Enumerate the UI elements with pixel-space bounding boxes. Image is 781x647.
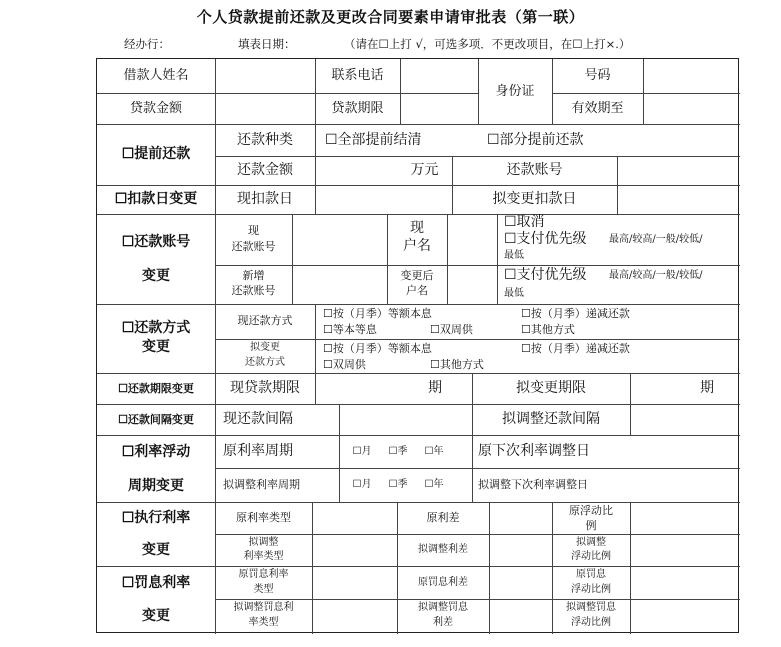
current-name-label-2: 户名 xyxy=(403,237,431,254)
rate-period-section-label: 周期变更 xyxy=(128,477,184,494)
quarter-checkbox[interactable]: ☐季 xyxy=(388,445,408,457)
id-card-label: 身份证 xyxy=(495,83,535,99)
priority-lowest: 最低 xyxy=(504,250,524,261)
float-ratio-label-2: 例 xyxy=(585,518,597,532)
proposed-method-label-2: 还款方式 xyxy=(245,357,285,368)
other-method-checkbox-2[interactable]: ☐其他方式 xyxy=(430,357,484,371)
loan-amount-label: 贷款金额 xyxy=(129,100,182,116)
repay-type-label: 还款种类 xyxy=(237,131,293,148)
repay-amount-label: 还款金额 xyxy=(237,162,293,179)
proposed-penalty-spread-label: 拟调整罚息 xyxy=(418,602,468,613)
form-title: 个人贷款提前还款及更改合同要素申请审批表（第一联） xyxy=(196,8,585,26)
penalty-rate-section-checkbox[interactable]: ☐罚息利率 xyxy=(121,574,191,591)
proposed-float-label: 拟调整 xyxy=(576,537,606,548)
current-method-label: 现还款方式 xyxy=(237,314,293,328)
new-name-label-2: 户名 xyxy=(406,284,428,298)
borrower-name-label: 借款人姓名 xyxy=(123,68,189,84)
biweekly-checkbox-2[interactable]: ☐双周供 xyxy=(323,357,366,371)
decreasing-checkbox[interactable]: ☐按（月季）递减还款 xyxy=(521,306,630,320)
branch-label: 经办行： xyxy=(124,37,170,51)
valid-until-label: 有效期至 xyxy=(571,100,624,116)
proposed-interval-label: 拟调整还款间隔 xyxy=(502,411,600,428)
amount-unit-label: 万元 xyxy=(410,162,439,179)
float-ratio-label: 原浮动比 xyxy=(569,503,613,517)
exec-rate-section-checkbox[interactable]: ☐执行利率 xyxy=(121,509,191,526)
new-name-label: 变更后 xyxy=(400,269,434,283)
biweekly-checkbox[interactable]: ☐双周供 xyxy=(430,322,473,336)
current-account-label-2: 还款账号 xyxy=(231,240,276,254)
rate-spread-label: 原利差 xyxy=(426,511,460,525)
interval-change-section-checkbox[interactable]: ☐还款间隔变更 xyxy=(118,412,194,426)
penalty-type-label-2: 类型 xyxy=(253,584,274,595)
equal-principal-checkbox[interactable]: ☐等本等息 xyxy=(323,322,377,336)
term-unit-label: 期 xyxy=(428,380,442,397)
current-rate-period-label: 原利率周期 xyxy=(223,443,293,460)
application-form-table xyxy=(96,58,739,633)
current-name-label: 现 xyxy=(410,219,424,236)
month-checkbox-2[interactable]: ☐月 xyxy=(352,479,372,490)
equal-interest-checkbox-2[interactable]: ☐按（月季）等额本息 xyxy=(323,341,432,355)
proposed-next-adjust-label: 拟调整下次利率调整日 xyxy=(478,478,588,492)
next-adjust-date-label: 原下次利率调整日 xyxy=(478,443,590,460)
proposed-method-label: 拟变更 xyxy=(250,342,280,353)
current-account-label: 现 xyxy=(248,224,259,238)
proposed-float-label-2: 浮动比例 xyxy=(571,551,611,562)
prepay-section-checkbox[interactable]: ☐提前还款 xyxy=(121,146,191,163)
priority-lowest-2: 最低 xyxy=(504,288,524,299)
method-section-checkbox[interactable]: ☐还款方式 xyxy=(121,319,191,336)
new-account-label-2: 还款账号 xyxy=(231,284,276,298)
year-checkbox[interactable]: ☐年 xyxy=(424,445,444,457)
term-change-section-checkbox[interactable]: ☐还款期限变更 xyxy=(118,381,194,395)
new-account-label: 新增 xyxy=(242,269,265,283)
current-interval-label: 现还款间隔 xyxy=(223,411,293,428)
id-number-label: 号码 xyxy=(584,68,611,84)
account-change-section-label: 变更 xyxy=(142,267,170,284)
equal-interest-checkbox[interactable]: ☐按（月季）等额本息 xyxy=(323,306,432,320)
proposed-penalty-float-label-2: 浮动比例 xyxy=(571,617,611,628)
proposed-penalty-float-label: 拟调整罚息 xyxy=(566,602,616,613)
penalty-rate-section-label: 变更 xyxy=(142,607,170,624)
cancel-checkbox[interactable]: ☐取消 xyxy=(504,213,545,230)
priority-checkbox[interactable]: ☐支付优先级 xyxy=(504,231,587,248)
rate-type-label: 原利率类型 xyxy=(236,511,291,525)
other-method-checkbox[interactable]: ☐其他方式 xyxy=(521,322,575,336)
quarter-checkbox-2[interactable]: ☐季 xyxy=(388,479,408,490)
proposed-term-label: 拟变更期限 xyxy=(516,380,586,397)
proposed-penalty-spread-label-2: 利差 xyxy=(433,617,453,628)
proposed-rate-type-label: 拟调整 xyxy=(248,537,279,548)
loan-term-label: 贷款期限 xyxy=(331,100,384,116)
proposed-rate-period-label: 拟调整利率周期 xyxy=(223,478,300,492)
term-unit-label-2: 期 xyxy=(700,380,714,397)
full-prepay-checkbox[interactable]: ☐全部提前结清 xyxy=(325,131,422,148)
date-label: 填表日期： xyxy=(238,37,296,51)
proposed-rate-type-label-2: 利率类型 xyxy=(243,551,284,562)
account-change-section-checkbox[interactable]: ☐还款账号 xyxy=(121,233,191,250)
priority-levels-2: 最高/较高/一般/较低/ xyxy=(609,270,703,281)
penalty-float-label-2: 浮动比例 xyxy=(571,584,611,595)
proposed-debit-day-label: 拟变更扣款日 xyxy=(492,191,577,208)
instruction-note: （请在☐上打 √，可选多项．不更改项目，在☐上打×.） xyxy=(344,37,631,51)
penalty-type-label: 原罚息利率 xyxy=(238,569,289,580)
penalty-float-label: 原罚息 xyxy=(576,569,606,580)
month-checkbox[interactable]: ☐月 xyxy=(352,445,372,457)
penalty-spread-label: 原罚息利差 xyxy=(418,576,468,588)
proposed-penalty-type-label: 拟调整罚息利 xyxy=(233,602,294,613)
current-debit-day-label: 现扣款日 xyxy=(237,191,293,208)
debit-day-section-checkbox[interactable]: ☐扣款日变更 xyxy=(114,191,198,208)
decreasing-checkbox-2[interactable]: ☐按（月季）递减还款 xyxy=(521,341,630,355)
exec-rate-section-label: 变更 xyxy=(142,541,170,558)
method-section-label: 变更 xyxy=(142,338,170,355)
priority-checkbox-2[interactable]: ☐支付优先级 xyxy=(504,267,587,284)
priority-levels: 最高/较高/一般/较低/ xyxy=(609,234,703,245)
contact-phone-label: 联系电话 xyxy=(331,68,384,84)
proposed-spread-label: 拟调整利差 xyxy=(418,544,468,555)
proposed-penalty-type-label-2: 率类型 xyxy=(248,617,279,628)
partial-prepay-checkbox[interactable]: ☐部分提前还款 xyxy=(487,131,584,148)
repay-account-label: 还款账号 xyxy=(506,162,563,179)
year-checkbox-2[interactable]: ☐年 xyxy=(424,479,444,490)
rate-period-section-checkbox[interactable]: ☐利率浮动 xyxy=(121,443,191,460)
current-term-label: 现贷款期限 xyxy=(230,380,300,397)
